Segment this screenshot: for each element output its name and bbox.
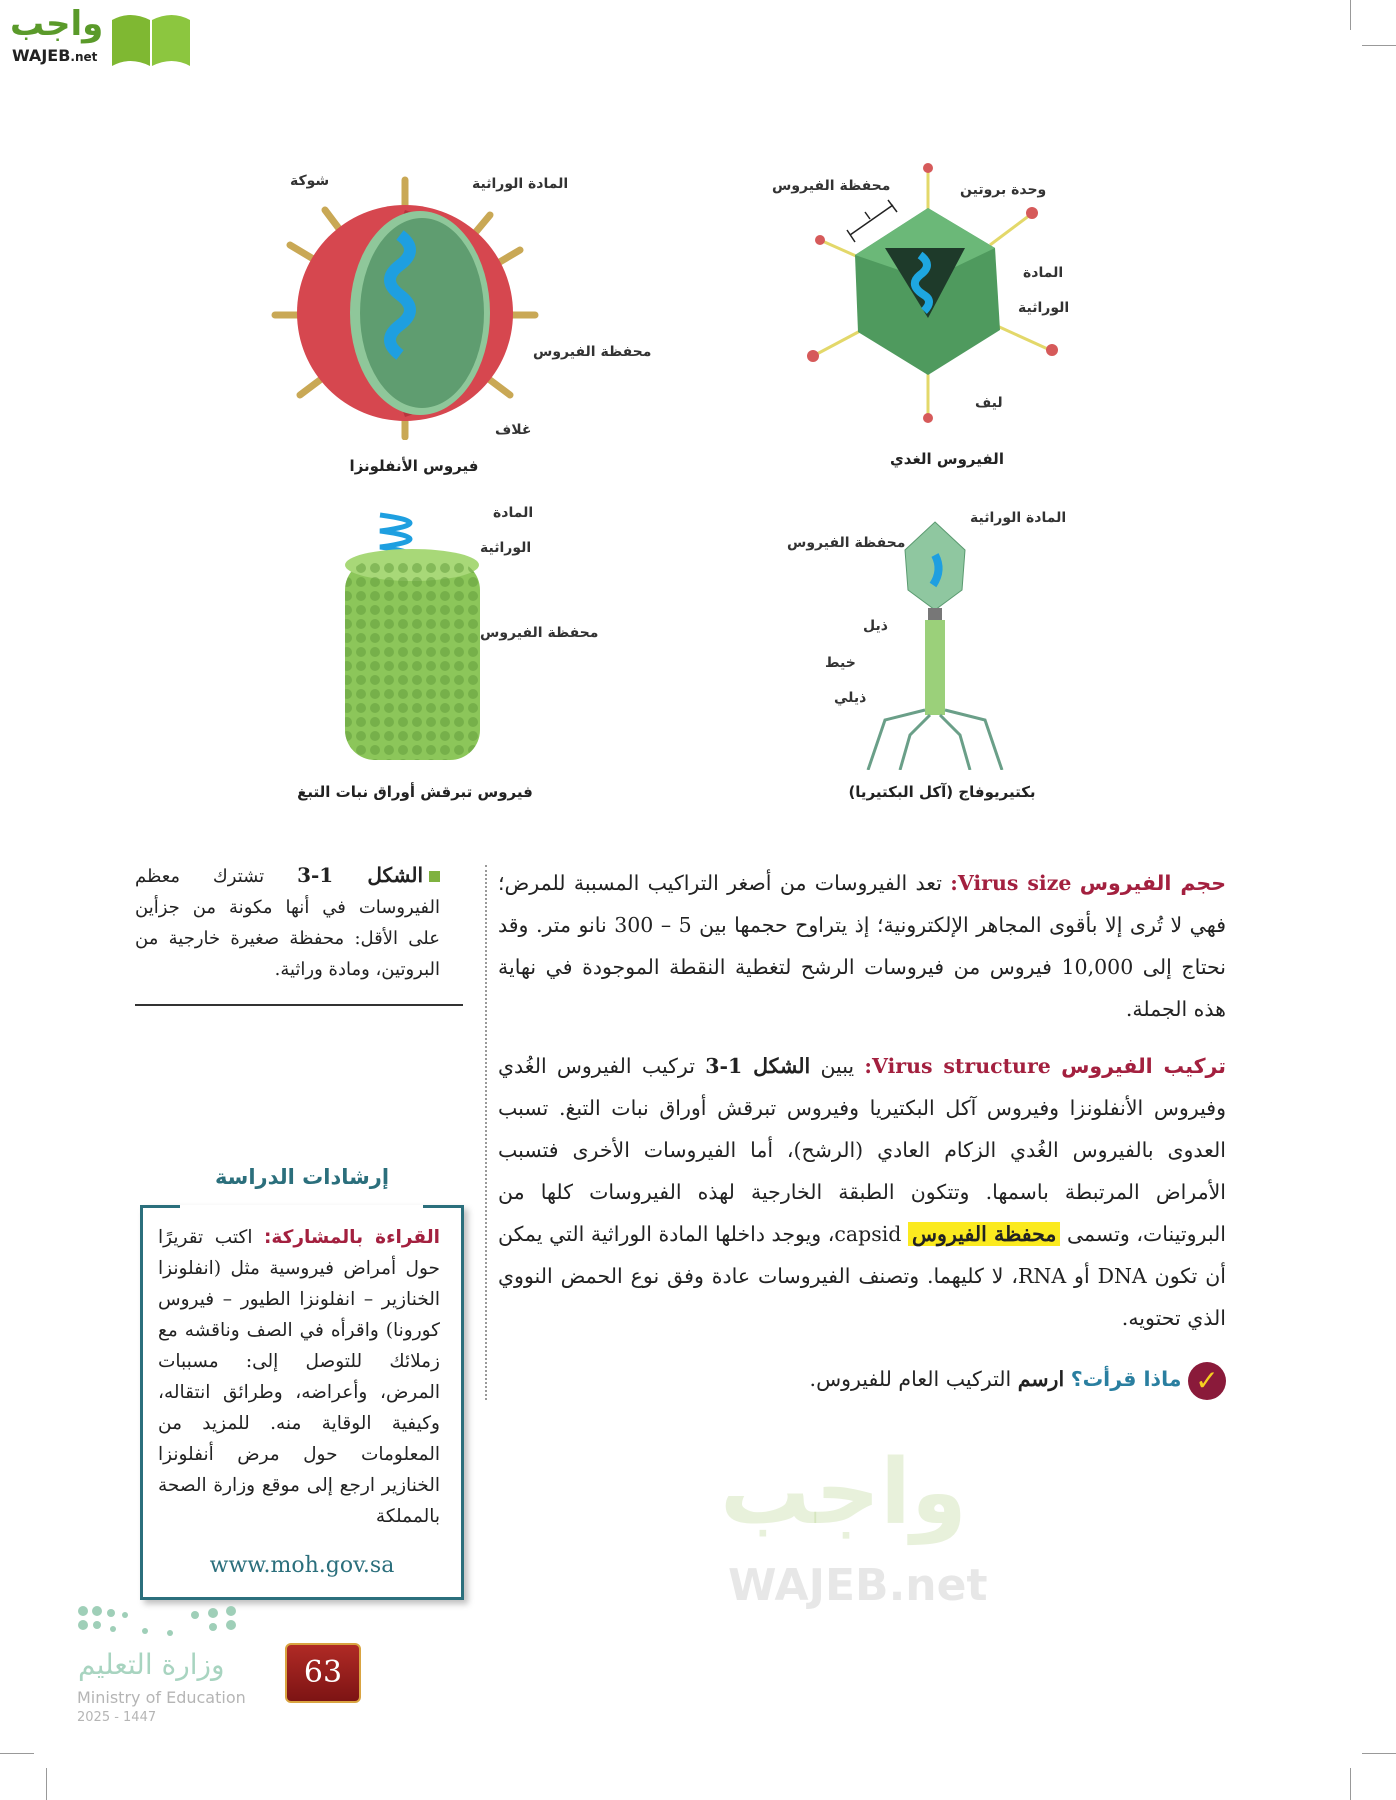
caption-rule: [135, 1004, 463, 1006]
crop-mark: [1350, 1768, 1351, 1800]
heading-en: Virus structure:: [864, 1054, 1051, 1078]
page-number: 63: [285, 1643, 361, 1703]
label-genetic: المادة: [1023, 265, 1064, 281]
edition-year: 2025 - 1447: [77, 1710, 157, 1725]
tobacco-mosaic-illustration: [340, 505, 485, 765]
label-tail: ذيل: [863, 618, 888, 634]
crop-mark: [1350, 0, 1351, 30]
body-text: تركيب الفيروس الغُدي وفيروس الأنفلونزا وفيروس آكل البكتيريا وفيروس تبرقش أوراق نبات التبغ. تسبب العدوى بالفيروس الغُدي الزكام العادي (الرشح)، أما الفيروسات الأخرى فتسبب الأمراض المرتبطة باسمها. وتتكون الطبقة الخارجية لهذه الفيروسات كلها من البروتينات، وتسمى: [498, 1054, 1226, 1246]
body-text: يبين: [810, 1054, 865, 1078]
crop-mark: [1362, 1753, 1396, 1754]
checkmark-icon: ✓: [1188, 1362, 1226, 1400]
reading-check-text: التركيب العام للفيروس.: [809, 1367, 1018, 1391]
influenza-illustration: [270, 175, 540, 440]
logo-latin: WAJEB.net: [12, 46, 98, 65]
reading-check-label: ماذا قرأت؟: [1070, 1367, 1182, 1391]
label-genetic-2: الوراثية: [480, 540, 532, 556]
label-tail-fiber: خيط: [825, 655, 856, 671]
body-text: تعد الفيروسات من أصغر التراكيب المسببة للمرض؛ فهي لا تُرى إلا بأقوى المجاهر الإلكترونية؛ إذ يتراوح حجمها بين 5 – 300 نانو متر. وقد نحتاج إلى 10,000 فيروس من فيروسات الرشح لتغطية النقطة الموجودة في نهاية هذه الجملة.: [498, 871, 1226, 1021]
figure-caption: [135, 860, 440, 985]
crop-mark: [1362, 45, 1396, 46]
reading-check: [498, 1358, 1226, 1400]
study-tips-heading: القراءة بالمشاركة:: [264, 1227, 440, 1248]
moh-link[interactable]: www.moh.gov.sa: [209, 1553, 395, 1578]
watermark: واجب: [720, 1440, 967, 1545]
heading-virus-size: حجم الفيروس: [1079, 871, 1226, 895]
book-icon: [108, 6, 194, 68]
label-capsid: محفظة الفيروس: [772, 178, 891, 194]
bacteriophage-illustration: [850, 520, 1020, 770]
figure-caption-text: تشترك معظم الفيروسات في أنها مكونة من جزأين على الأقل: محفظة صغيرة خارجية من البروتين، ومادة وراثية.: [135, 866, 440, 980]
figure-label: الشكل 1-3: [297, 863, 424, 887]
logo-arabic: واجب: [10, 4, 104, 44]
reading-check-verb: ارسم: [1017, 1367, 1065, 1391]
study-tips-text: [158, 1222, 440, 1532]
caption-influenza: فيروس الأنفلونزا: [349, 457, 479, 475]
crop-mark: [46, 1768, 47, 1800]
heading-en: Virus size:: [950, 871, 1072, 895]
label-genetic: المادة: [493, 505, 534, 521]
label-capsid: محفظة الفيروس: [787, 535, 906, 551]
wajeb-logo: [8, 4, 193, 68]
study-tips-title: إرشادات الدراسة: [214, 1165, 390, 1189]
label-capsid: محفظة الفيروس: [533, 344, 652, 360]
label-protein-unit: وحدة بروتين: [960, 182, 1047, 198]
ministry-name-ar: وزارة التعليم: [78, 1648, 225, 1681]
caption-tobacco-mosaic: فيروس تبرقش أوراق نبات التبغ: [297, 783, 533, 801]
label-genetic: المادة الوراثية: [970, 510, 1067, 526]
ministry-name-en: Ministry of Education: [77, 1688, 246, 1707]
label-spike: شوكة: [290, 173, 330, 189]
body-text: capsid، ويوجد داخلها المادة الوراثية التي يمكن أن تكون DNA أو RNA، لا كليهما. وتصنف الفيروسات عادة وفق نوع الحمض النووي الذي تحتويه.: [498, 1222, 1226, 1330]
capsid-bracket: [845, 195, 905, 245]
crop-mark: [0, 1753, 34, 1754]
label-fiber: ليف: [975, 395, 1003, 411]
study-tips-body: اكتب تقريرًا حول أمراض فيروسية مثل (انفلونزا الخنازير – انفلونزا الطيور – فيروس كورونا) واقرأه في الصف وناقشه مع زملائك للتوصل إلى: مسببات المرض، وأعراضه، وطرائق انتقاله، وكيفية الوقاية منه. للمزيد من المعلومات حول مرض أنفلونزا الخنازير ارجع إلى موقع وزارة الصحة بالمملكة: [158, 1227, 440, 1527]
paragraph-virus-structure: [498, 1045, 1226, 1339]
figure-reference: الشكل 1-3: [705, 1054, 811, 1078]
label-genetic: المادة الوراثية: [472, 176, 569, 192]
label-genetic-2: الوراثية: [1018, 300, 1070, 316]
watermark-latin: WAJEB.net: [728, 1560, 988, 1611]
ministry-dots-icon: [75, 1605, 250, 1645]
label-tail-fiber-2: ذيلي: [834, 690, 867, 706]
caption-bacteriophage: بكتيريوفاج (آكل البكتيريا): [848, 783, 1036, 801]
adenovirus-illustration: [800, 160, 1060, 430]
label-capsid: محفظة الفيروس: [480, 625, 599, 641]
heading-virus-structure: تركيب الفيروس: [1061, 1054, 1226, 1078]
label-envelope: غلاف: [495, 422, 532, 438]
column-divider: [485, 865, 487, 1400]
bullet-square-icon: [429, 871, 440, 882]
paragraph-virus-size: [498, 862, 1226, 1030]
highlighted-term: محفظة الفيروس: [908, 1222, 1060, 1246]
caption-adenovirus: الفيروس الغدي: [890, 450, 1004, 468]
